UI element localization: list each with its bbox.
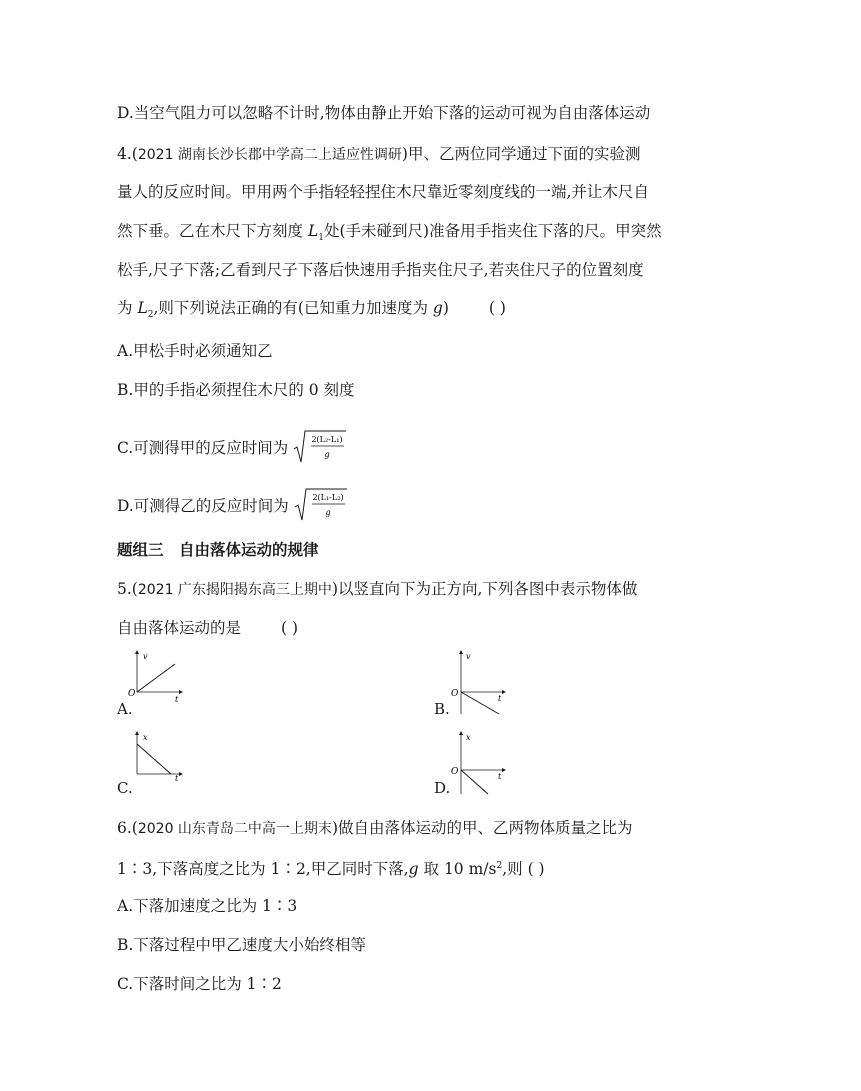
graph-b bbox=[442, 648, 507, 718]
question-4-stem bbox=[117, 144, 640, 165]
option-6c: C.下落时间之比为 1∶2 bbox=[117, 975, 282, 993]
graph-a-label: A. bbox=[117, 700, 133, 718]
graph-c-label: C. bbox=[117, 779, 133, 797]
text-segment: 1∶3,下落高度之比为 1∶2,甲乙同时下落, bbox=[117, 860, 409, 879]
question-6-line bbox=[117, 856, 545, 879]
symbol-L: L bbox=[137, 299, 148, 317]
symbol-L: L bbox=[307, 222, 319, 240]
question-source: 2021 湖南长沙长郡中学高二上适应性调研 bbox=[137, 147, 402, 163]
x-axis-label: t bbox=[175, 774, 179, 782]
fraction-numerator: 2(L₁-L₂) bbox=[312, 493, 344, 502]
question-source: 2021 广东揭阳揭东高三上期中 bbox=[137, 582, 332, 598]
text-segment: 然下垂。乙在木尺下方刻度 bbox=[117, 222, 308, 240]
graph-line bbox=[137, 664, 175, 692]
option-4a: A.甲松手时必须通知乙 bbox=[117, 342, 273, 360]
x-axis-label: t bbox=[175, 695, 179, 703]
option-6b: B.下落过程中甲乙速度大小始终相等 bbox=[117, 936, 366, 954]
question-text: 自由落体运动的是 bbox=[117, 619, 242, 637]
symbol-g: g bbox=[432, 299, 443, 317]
x-axis-label: t bbox=[498, 772, 502, 781]
graph-c bbox=[125, 730, 185, 782]
fraction-numerator: 2(L₂-L₁) bbox=[311, 435, 343, 444]
option-4d bbox=[117, 487, 348, 523]
sqrt-fraction-d bbox=[294, 487, 348, 523]
question-number: 5.( bbox=[117, 580, 138, 598]
graph-d-label: D. bbox=[434, 779, 451, 797]
y-axis-label: v bbox=[466, 652, 471, 661]
answer-bracket: ( ) bbox=[281, 619, 299, 637]
section-heading: 题组三 自由落体运动的规律 bbox=[117, 541, 319, 559]
text-segment: 取 10 m/s bbox=[418, 860, 497, 879]
question-5-stem bbox=[117, 579, 637, 600]
graph-a bbox=[125, 648, 185, 703]
question-number: 6.( bbox=[117, 819, 138, 837]
graph-b-label: B. bbox=[434, 700, 450, 718]
question-text: )甲、乙两位同学通过下面的实验测 bbox=[401, 145, 641, 163]
answer-bracket: ( ) bbox=[488, 299, 506, 317]
y-axis-label: x bbox=[466, 733, 471, 742]
text-segment: ,则 ( ) bbox=[502, 860, 545, 879]
graph-line bbox=[461, 692, 499, 714]
question-source: 2020 山东青岛二中高一上期末 bbox=[137, 821, 332, 837]
origin-label: O bbox=[451, 689, 459, 699]
option-text: C.可测得甲的反应时间为 bbox=[117, 439, 289, 457]
option-3d: D.当空气阻力可以忽略不计时,物体由静止开始下落的运动可视为自由落体运动 bbox=[117, 104, 651, 122]
subscript: 1 bbox=[318, 233, 324, 244]
text-segment: 处(手未碰到尺)准备用手指夹住下落的尺。甲突然 bbox=[323, 222, 662, 240]
question-text: )做自由落体运动的甲、乙两物体质量之比为 bbox=[331, 819, 633, 837]
text-segment: ,则下列说法正确的有(已知重力加速度为 bbox=[153, 299, 433, 317]
fraction-denominator: g bbox=[324, 450, 330, 459]
option-6a: A.下落加速度之比为 1∶3 bbox=[117, 897, 298, 915]
graph-line bbox=[137, 744, 171, 774]
y-axis-label: v bbox=[143, 652, 148, 661]
question-5-line bbox=[117, 618, 298, 638]
text-segment: ) bbox=[442, 299, 449, 317]
question-4-line: 量人的反应时间。甲用两个手指轻轻捏住木尺靠近零刻度线的一端,并让木尺自 bbox=[117, 183, 649, 201]
y-axis-label: x bbox=[143, 733, 148, 742]
graph-d bbox=[442, 730, 507, 798]
graph-line bbox=[461, 770, 488, 794]
symbol-g: g bbox=[408, 860, 419, 879]
superscript: 2 bbox=[496, 861, 503, 871]
question-number: 4.( bbox=[117, 145, 138, 163]
subscript: 2 bbox=[147, 310, 154, 321]
sqrt-fraction-c bbox=[293, 429, 347, 465]
fraction-denominator: g bbox=[325, 508, 331, 517]
option-text: D.可测得乙的反应时间为 bbox=[117, 497, 289, 515]
text-segment: 为 bbox=[117, 299, 138, 317]
origin-label: O bbox=[451, 767, 459, 777]
question-4-line bbox=[117, 298, 506, 325]
x-axis-label: t bbox=[498, 694, 502, 703]
question-6-stem bbox=[117, 818, 633, 839]
origin-label: O bbox=[128, 689, 136, 699]
option-4b: B.甲的手指必须捏住木尺的 0 刻度 bbox=[117, 381, 355, 399]
question-4-line: 松手,尺子下落;乙看到尺子下落后快速用手指夹住尺子,若夹住尺子的位置刻度 bbox=[117, 261, 644, 279]
question-text: )以竖直向下为正方向,下列各图中表示物体做 bbox=[331, 580, 638, 598]
option-4c bbox=[117, 429, 347, 465]
question-4-line bbox=[117, 221, 662, 248]
